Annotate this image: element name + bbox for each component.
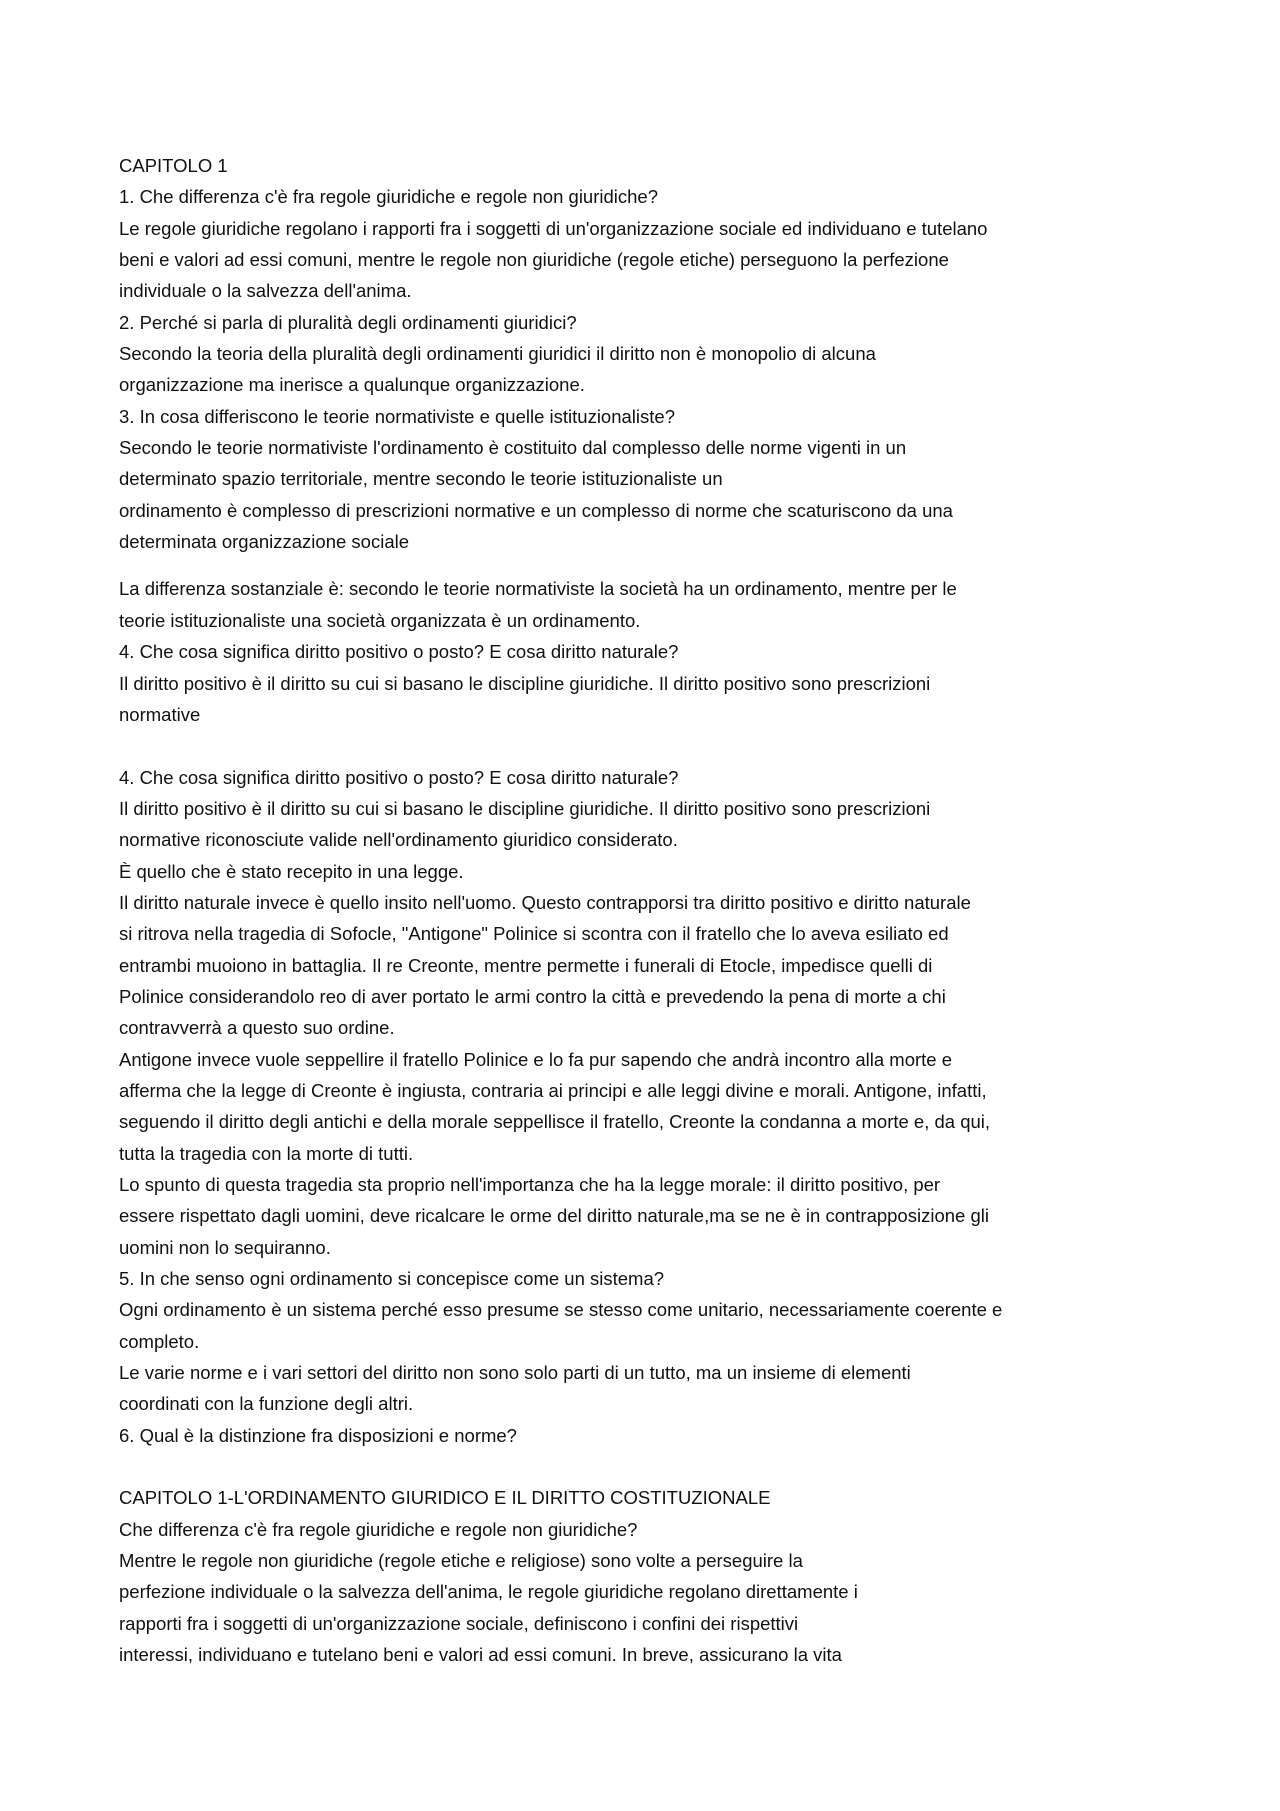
text-line: afferma che la legge di Creonte è ingiusta, contraria ai principi e alle leggi divine e morali. Antigone, infatti,: [119, 1079, 987, 1101]
blank-line: [119, 730, 1240, 761]
text-line: normative riconosciute valide nell'ordinamento giuridico considerato.: [119, 829, 678, 851]
text-line: Secondo la teoria della pluralità degli ordinamenti giuridici il diritto non è monopolio di alcuna: [119, 343, 876, 365]
text-line: 4. Che cosa significa diritto positivo o posto? E cosa diritto naturale?: [119, 766, 679, 788]
text-line: Il diritto positivo è il diritto su cui si basano le discipline giuridiche. Il diritto positivo sono prescrizioni: [119, 797, 931, 819]
text-line: Polinice considerandolo reo di aver portato le armi contro la città e prevedendo la pena di morte a chi: [119, 985, 946, 1007]
text-line: si ritrova nella tragedia di Sofocle, "Antigone" Polinice si scontra con il fratello che lo aveva esiliato ed: [119, 923, 949, 945]
paragraph: [119, 573, 1240, 761]
text-line: teorie istituzionaliste una società organizzata è un ordinamento.: [119, 609, 641, 631]
text-line: È quello che è stato recepito in una legge.: [119, 860, 464, 882]
text-line: Antigone invece vuole seppellire il fratello Polinice e lo fa pur sapendo che andrà incontro alla morte e: [119, 1048, 953, 1070]
chapter-heading: CAPITOLO 1-L'ORDINAMENTO GIURIDICO E IL DIRITTO COSTITUZIONALE: [119, 1487, 771, 1509]
text-line: beni e valori ad essi comuni, mentre le regole non giuridiche (regole etiche) perseguono la perfezione: [119, 249, 949, 271]
text-line: ordinamento è complesso di prescrizioni normative e un complesso di norme che scaturiscono da una: [119, 499, 953, 521]
paragraph: [119, 150, 1240, 557]
text-line: Il diritto naturale invece è quello insito nell'uomo. Questo contrapporsi tra diritto positivo e diritto naturale: [119, 891, 971, 913]
text-line: tutta la tragedia con la morte di tutti.: [119, 1142, 414, 1164]
paragraph: [119, 762, 1240, 1483]
text-line: 5. In che senso ogni ordinamento si concepisce come un sistema?: [119, 1268, 665, 1290]
text-line: Il diritto positivo è il diritto su cui si basano le discipline giuridiche. Il diritto positivo sono prescrizioni: [119, 672, 931, 694]
text-line: 1. Che differenza c'è fra regole giuridiche e regole non giuridiche?: [119, 186, 659, 208]
text-line: 2. Perché si parla di pluralità degli ordinamenti giuridici?: [119, 311, 577, 333]
text-line: essere rispettato dagli uomini, deve ricalcare le orme del diritto naturale,ma se ne è in contrapposizione gli: [119, 1205, 989, 1227]
text-line: 6. Qual è la distinzione fra disposizioni e norme?: [119, 1424, 517, 1446]
text-line: Le regole giuridiche regolano i rapporti fra i soggetti di un'organizzazione sociale ed individuano e tutelano: [119, 217, 988, 239]
text-line: determinata organizzazione sociale: [119, 531, 410, 553]
text-line: Mentre le regole non giuridiche (regole etiche e religiose) sono volte a perseguire la: [119, 1550, 803, 1572]
text-line: seguendo il diritto degli antichi e della morale seppellisce il fratello, Creonte la condanna a morte e, da qui,: [119, 1111, 991, 1133]
text-line: determinato spazio territoriale, mentre secondo le teorie istituzionaliste un: [119, 468, 723, 490]
text-line: rapporti fra i soggetti di un'organizzazione sociale, definiscono i confini dei rispettivi: [119, 1612, 799, 1634]
text-line: Le varie norme e i vari settori del diritto non sono solo parti di un tutto, ma un insieme di elementi: [119, 1362, 911, 1384]
text-line: completo.: [119, 1330, 200, 1352]
text-line: normative: [119, 703, 201, 725]
paragraph: [119, 1482, 1240, 1670]
text-line: Ogni ordinamento è un sistema perché esso presume se stesso come unitario, necessariamente coerente e: [119, 1299, 1003, 1321]
text-line: contravverrà a questo suo ordine.: [119, 1017, 395, 1039]
text-line: individuale o la salvezza dell'anima.: [119, 280, 412, 302]
chapter-heading: CAPITOLO 1: [119, 155, 228, 176]
text-line: Lo spunto di questa tragedia sta proprio nell'importanza che ha la legge morale: il diritto positivo, per: [119, 1174, 941, 1195]
text-line: 3. In cosa differiscono le teorie normativiste e quelle istituzionaliste?: [119, 405, 675, 427]
text-line: Che differenza c'è fra regole giuridiche e regole non giuridiche?: [119, 1518, 638, 1540]
text-line: uomini non lo sequiranno.: [119, 1236, 331, 1258]
document-content: [119, 150, 1240, 1671]
text-line: interessi, individuano e tutelano beni e valori ad essi comuni. In breve, assicurano la vita: [119, 1644, 842, 1666]
text-line: 4. Che cosa significa diritto positivo o posto? E cosa diritto naturale?: [119, 641, 679, 663]
text-line: perfezione individuale o la salvezza dell'anima, le regole giuridiche regolano direttamente i: [119, 1581, 858, 1603]
text-line: coordinati con la funzione degli altri.: [119, 1393, 414, 1415]
text-line: organizzazione ma inerisce a qualunque organizzazione.: [119, 374, 585, 396]
text-line: La differenza sostanziale è: secondo le teorie normativiste la società ha un ordinamento, mentre per le: [119, 578, 957, 600]
text-line: Secondo le teorie normativiste l'ordinamento è costituito dal complesso delle norme vigenti in un: [119, 437, 907, 459]
text-line: entrambi muoiono in battaglia. Il re Creonte, mentre permette i funerali di Etocle, impedisce quelli di: [119, 954, 933, 976]
blank-line: [119, 1451, 1240, 1482]
